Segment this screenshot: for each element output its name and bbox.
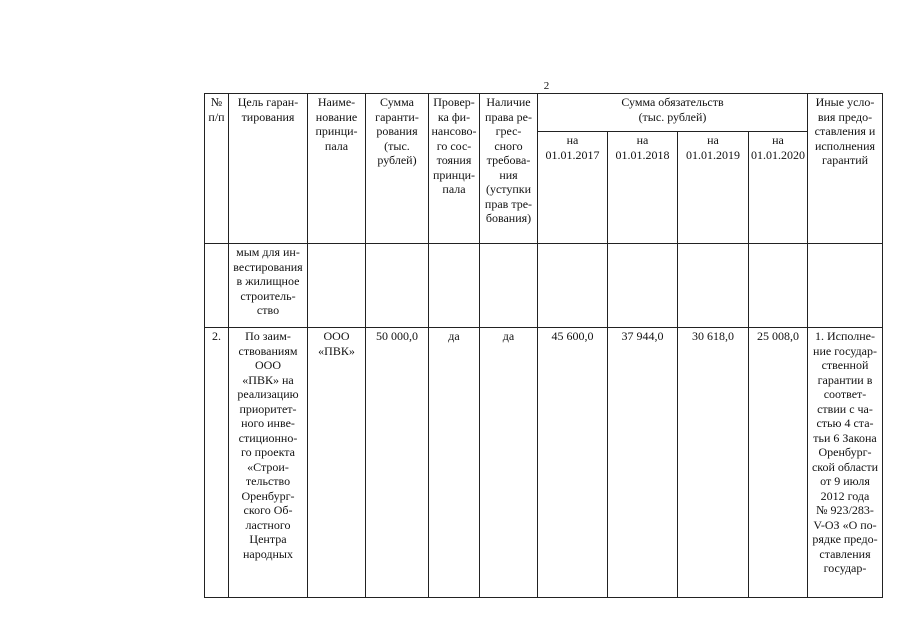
cell-purpose: По заим- ствованиям ООО «ПВК» на реализацию приоритет- ного инве- стиционно- го проекта «Строи- тельство Оренбург- ского Об- ластного Центра народных — [229, 328, 308, 598]
page-number: 2 — [543, 80, 550, 92]
header-date-2017: на 01.01.2017 — [538, 132, 608, 244]
cell-check: да — [429, 328, 480, 598]
cell-regress: да — [480, 328, 538, 598]
cell-2019: 30 618,0 — [678, 328, 749, 598]
header-obligations: Сумма обязательств (тыс. рублей) — [538, 94, 808, 132]
header-principal: Наиме- нование принци- пала — [308, 94, 366, 244]
cell-2020: 25 008,0 — [749, 328, 808, 598]
cell-2018: 37 944,0 — [608, 328, 678, 598]
cell-regress — [480, 244, 538, 328]
header-date-2019: на 01.01.2019 — [678, 132, 749, 244]
header-purpose: Цель гаран- тирования — [229, 94, 308, 244]
cell-num: 2. — [205, 328, 229, 598]
header-sum: Сумма гаранти- рования (тыс. рублей) — [366, 94, 429, 244]
cell-num — [205, 244, 229, 328]
cell-check — [429, 244, 480, 328]
table-row — [205, 244, 883, 328]
header-date-2020: на 01.01.2020 — [749, 132, 808, 244]
table-row — [205, 328, 883, 598]
cell-2017: 45 600,0 — [538, 328, 608, 598]
header-date-2018: на 01.01.2018 — [608, 132, 678, 244]
cell-principal — [308, 244, 366, 328]
header-financial-check: Провер- ка фи- нансово- го сос- тояния принци- пала — [429, 94, 480, 244]
guarantees-table — [204, 93, 883, 598]
header-regress-right: Наличие права ре- грес- сного требова- ния (уступки прав тре- бования) — [480, 94, 538, 244]
cell-2017 — [538, 244, 608, 328]
cell-purpose: мым для ин- вестирования в жилищное строитель- ство — [229, 244, 308, 328]
cell-sum — [366, 244, 429, 328]
header-row-1 — [205, 94, 883, 132]
cell-2018 — [608, 244, 678, 328]
cell-2020 — [749, 244, 808, 328]
cell-sum: 50 000,0 — [366, 328, 429, 598]
header-other-conditions: Иные усло- вия предо- ставления и исполнения гарантий — [808, 94, 883, 244]
header-num: № п/п — [205, 94, 229, 244]
cell-other — [808, 244, 883, 328]
cell-other: 1. Исполне- ние государ- ственной гарантии в соответ- ствии с ча- стью 4 ста- тьи 6 Закона Оренбург- ской области от 9 июля 2012 года № 923/283- V-ОЗ «О по- рядке предо- ставления государ- — [808, 328, 883, 598]
cell-2019 — [678, 244, 749, 328]
cell-principal: ООО «ПВК» — [308, 328, 366, 598]
